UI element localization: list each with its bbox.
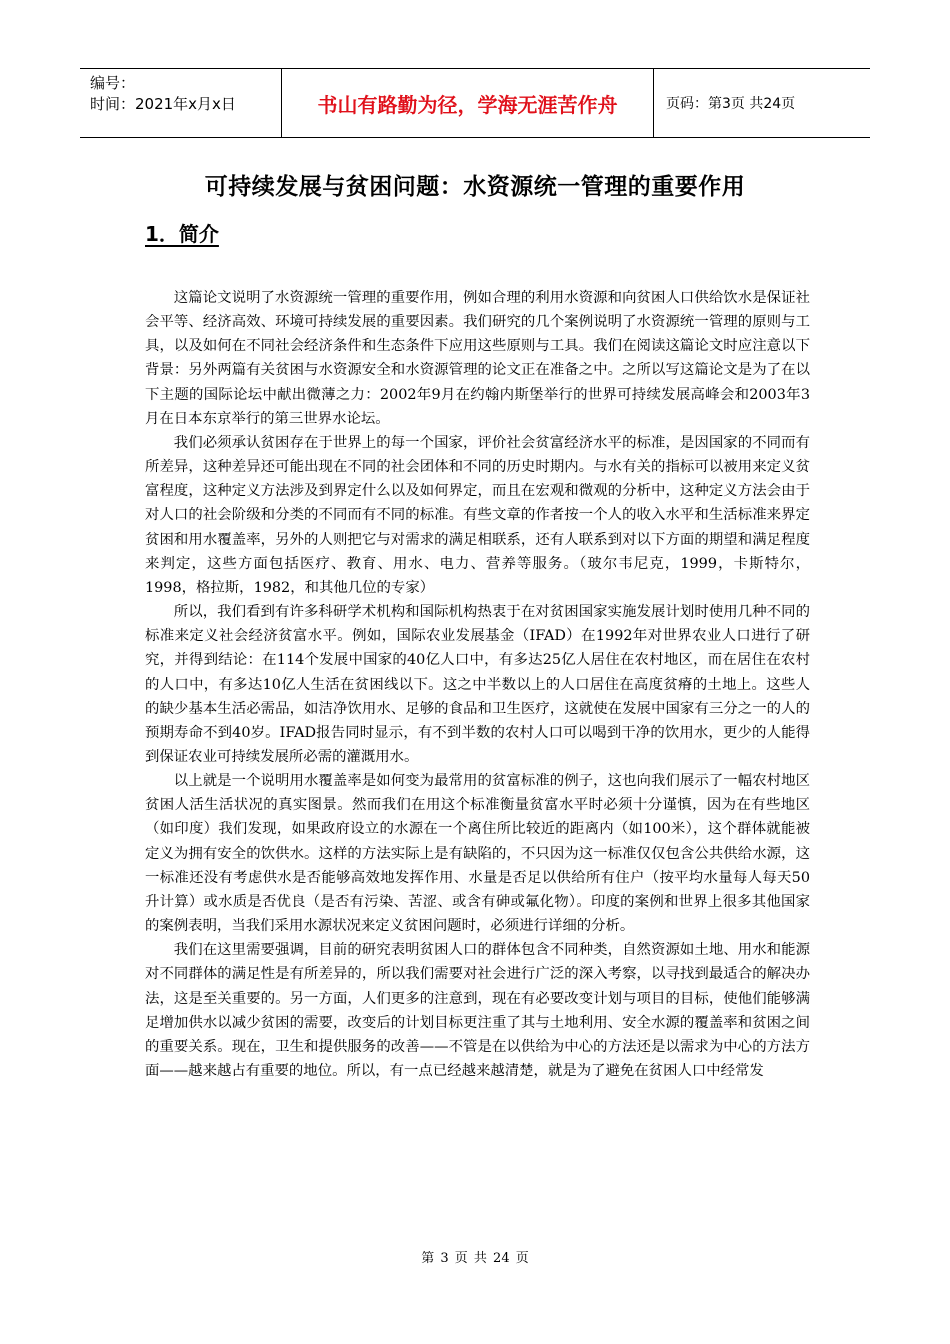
section-heading: 1．简介	[145, 222, 219, 246]
header-page-cell	[654, 69, 870, 137]
body-paragraph: 以上就是一个说明用水覆盖率是如何变为最常用的贫富标准的例子，这也向我们展示了一幅农村地区贫困人活生活状况的真实图景。然而我们在用这个标准衡量贫富水平时必须十分谨慎，因为在有些地区（如印度）我们发现，如果政府设立的水源在一个离住所比较近的距离内（如100米），这个群体就能被定义为拥有安全的饮供水。这样的方法实际上是有缺陷的，不只因为这一标准仅仅包含公共供给水源，这一标准还没有考虑供水是否能够高效地发挥作用、水量是否足以供给所有住户（按平均水量每人每天50升计算）或水质是否优良（是否有污染、苦涩、或含有砷或氟化物）。印度的案例和世界上很多其他国家的案例表明，当我们采用水源状况来定义贫困问题时，必须进行详细的分析。	[145, 773, 810, 935]
body-paragraph: 所以，我们看到有许多科研学术机构和国际机构热衷于在对贫困国家实施发展计划时使用几种不同的标准来定义社会经济贫富水平。例如，国际农业发展基金（IFAD）在1992年对世界农业人口进行了研究，并得到结论：在114个发展中国家的40亿人口中，有多达25亿人居住在农村地区，而在居住在农村的人口中，有多达10亿人生活在贫困线以下。这之中半数以上的人口居住在高度贫瘠的土地上。这些人的缺少基本生活必需品，如洁净饮用水、足够的食品和卫生医疗，这就使在发展中国家有三分之一的人的预期寿命不到40岁。IFAD报告同时显示，有不到半数的农村人口可以喝到干净的饮用水，更少的人能得到保证农业可持续发展所必需的灌溉用水。	[145, 604, 810, 765]
page-footer: 第 3 页 共 24 页	[421, 1251, 529, 1266]
header-page-number: 页码：第3页 共24页	[666, 96, 796, 112]
document-body	[145, 286, 810, 1083]
document-title: 可持续发展与贫困问题：水资源统一管理的重要作用	[204, 174, 746, 200]
header-meta-cell	[80, 69, 282, 137]
body-paragraph: 我们必须承认贫困存在于世界上的每一个国家，评价社会贫富经济水平的标准，是因国家的不同而有所差异，这种差异还可能出现在不同的社会团体和不同的历史时期内。与水有关的指标可以被用来定义贫富程度，这种定义方法涉及到界定什么以及如何界定，而且在宏观和微观的分析中，这种定义方法会由于对人口的社会阶级和分类的不同而有不同的标准。有些文章的作者按一个人的收入水平和生活标准来界定贫困和用水覆盖率，另外的人则把它与对需求的满足相联系，还有人联系到对以下方面的期望和满足程度来判定，这些方面包括医疗、教育、用水、电力、营养等服务。（玻尔韦尼克，1999，卡斯特尔，1998，格拉斯，1982，和其他几位的专家）	[145, 434, 810, 596]
body-paragraph: 这篇论文说明了水资源统一管理的重要作用，例如合理的利用水资源和向贫困人口供给饮水是保证社会平等、经济高效、环境可持续发展的重要因素。我们研究的几个案例说明了水资源统一管理的原则与工具，以及如何在不同社会经济条件和生态条件下应用这些原则与工具。我们在阅读这篇论文时应注意以下背景：另外两篇有关贫困与水资源安全和水资源管理的论文正在准备之中。之所以写这篇论文是为了在以下主题的国际论坛中献出微薄之力：2002年9月在约翰内斯堡举行的世界可持续发展高峰会和2003年3月在日本东京举行的第三世界水论坛。	[145, 290, 810, 427]
body-paragraph: 我们在这里需要强调，目前的研究表明贫困人口的群体包含不同种类，自然资源如土地、用水和能源对不同群体的满足性是有所差异的，所以我们需要对社会进行广泛的深入考察，以寻找到最适合的解决办法，这是至关重要的。另一方面，人们更多的注意到，现在有必要改变计划与项目的目标，使他们能够满足增加供水以减少贫困的需要，改变后的计划目标更注重了其与土地利用、安全水源的覆盖率和贫困之间的重要关系。现在，卫生和提供服务的改善——不管是在以供给为中心的方法还是以需求为中心的方法方面——越来越占有重要的地位。所以，有一点已经越来越清楚，就是为了避免在贫困人口中经常发	[145, 942, 810, 1079]
document-number-label: 编号：	[90, 74, 136, 92]
page-header	[80, 68, 870, 138]
header-motto-cell	[282, 69, 654, 137]
document-date-label: 时间：2021年x月x日	[90, 95, 236, 113]
header-motto: 书山有路勤为径，学海无涯苦作舟	[317, 92, 618, 117]
